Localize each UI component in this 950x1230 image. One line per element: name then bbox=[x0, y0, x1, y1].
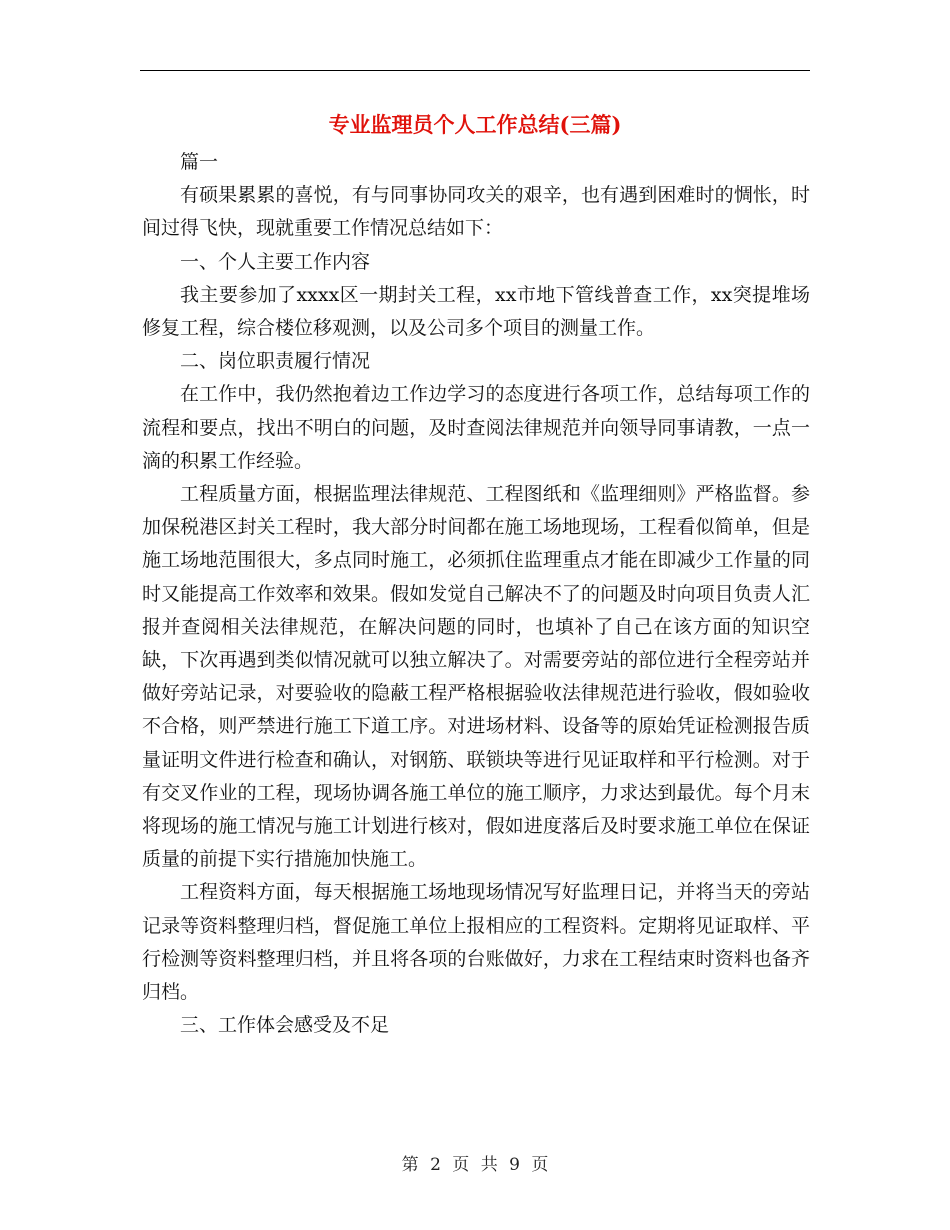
paragraph-records: 工程资料方面，每天根据施工场地现场情况写好监理日记，并将当天的旁站记录等资料整理归档，督促施工单位上报相应的工程资料。定期将见证取样、平行检测等资料整理归档，并且将各项的台账做好，力求在工程结束时资料也备齐归档。 bbox=[142, 881, 810, 1004]
paragraph-quality: 工程质量方面，根据监理法律规范、工程图纸和《监理细则》严格监督。参加保税港区封关工程时，我大部分时间都在施工场地现场，工程看似简单，但是施工场地范围很大，多点同时施工，必须抓住监理重点才能在即减少工作量的同时又能提高工作效率和效果。假如发觉自己解决不了的问题及时向项目负责人汇报并查阅相关法律规范，在解决问题的同时，也填补了自己在该方面的知识空缺，下次再遇到类似情况就可以独立解决了。对需要旁站的部位进行全程旁站并做好旁站记录，对要验收的隐蔽工程严格根据验收法律规范进行验收，假如验收不合格，则严禁进行施工下道工序。对进场材料、设备等的原始凭证检测报告质量证明文件进行检查和确认，对钢筋、联锁块等进行见证取样和平行检测。对于有交叉作业的工程，现场协调各施工单位的施工顺序，力求达到最优。每个月末将现场的施工情况与施工计划进行核对，假如进度落后及时要求施工单位在保证质量的前提下实行措施加快施工。 bbox=[142, 483, 810, 871]
heading-duties: 二、岗位职责履行情况 bbox=[180, 350, 371, 373]
heading-main-work: 一、个人主要工作内容 bbox=[180, 250, 371, 273]
document-title: 专业监理员个人工作总结(三篇) bbox=[328, 112, 622, 137]
paragraph-duties: 在工作中，我仍然抱着边工作边学习的态度进行各项工作，总结每项工作的流程和要点，找出不明白的问题，及时查阅法律规范并向领导同事请教，一点一滴的积累工作经验。 bbox=[142, 383, 810, 472]
heading-experience: 三、工作体会感受及不足 bbox=[180, 1014, 390, 1037]
paragraph-intro: 有硕果累累的喜悦，有与同事协同攻关的艰辛，也有遇到困难时的惆怅，时间过得飞快，现就重要工作情况总结如下： bbox=[142, 184, 810, 240]
header-rule bbox=[140, 70, 810, 71]
paragraph-main-work: 我主要参加了xxxx区一期封关工程，xx市地下管线普查工作，xx突提堆场修复工程，综合楼位移观测，以及公司多个项目的测量工作。 bbox=[142, 283, 810, 340]
page-number: 第 2 页 共 9 页 bbox=[401, 1155, 549, 1175]
document-body bbox=[142, 146, 810, 1042]
paragraph-section-label: 篇一 bbox=[180, 151, 219, 173]
